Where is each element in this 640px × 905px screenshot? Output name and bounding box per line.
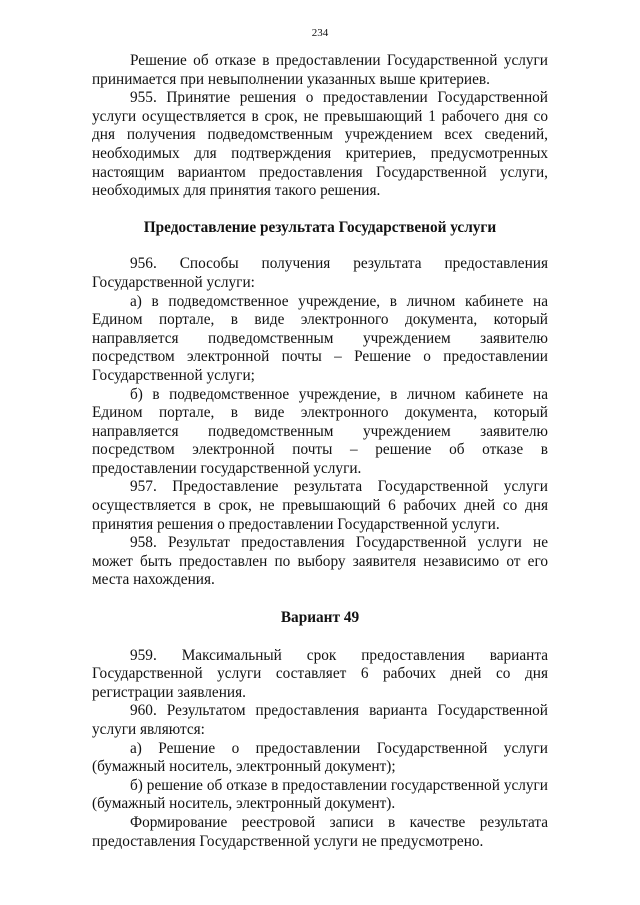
- document-page: [92, 26, 548, 851]
- paragraph-959: 959. Максимальный срок предоставления варианта Государственной услуги составляет 6 рабочих дней со дня регистрации заявления.: [92, 646, 548, 701]
- paragraph-957: 957. Предоставление результата Государственной услуги осуществляется в срок, не превышающий 6 рабочих дней со дня принятия решения о предоставлении Государственной услуги.: [92, 478, 548, 533]
- paragraph-955: 955. Принятие решения о предоставлении Государственной услуги осуществляется в срок, не превышающий 1 рабочего дня со дня получения подведомственным учреждением всех сведений, необходимых для подтверждения критериев, предусмотренных настоящим вариантом предоставления Государственной услуги, необходимых для принятия такого решения.: [92, 89, 548, 200]
- paragraph-956: 956. Способы получения результата предоставления Государственной услуги:: [92, 255, 548, 291]
- paragraph-956-a: а) в подведомственное учреждение, в личном кабинете на Едином портале, в виде электронного документа, который направляется подведомственным учреждением заявителю посредством электронной почты – Решение о предоставлении Государственной услуги;: [92, 292, 548, 384]
- page-number: 234: [311, 27, 329, 39]
- paragraph-960-a: а) Решение о предоставлении Государственной услуги (бумажный носитель, электронный документ);: [92, 739, 548, 776]
- paragraph-958: 958. Результат предоставления Государственной услуги не может быть предоставлен по выбору заявителя независимо от его места нахождения.: [92, 534, 548, 589]
- section-heading-result: Предоставление результата Государственой услуги: [143, 218, 497, 236]
- paragraph-registry-record: Формирование реестровой записи в качестве результата предоставления Государственной услуги не предусмотрено.: [92, 813, 548, 850]
- paragraph-960-b: б) решение об отказе в предоставлении государственной услуги (бумажный носитель, электронный документ).: [92, 776, 548, 813]
- variant-heading: Вариант 49: [280, 609, 360, 627]
- paragraph-refusal-criteria: Решение об отказе в предоставлении Государственной услуги принимается при невыполнении указанных выше критериев.: [92, 52, 548, 88]
- paragraph-956-b: б) в подведомственное учреждение, в личном кабинете на Едином портале, в виде электронного документа, который направляется подведомственным учреждением заявителю посредством электронной почты – решение об отказе в предоставлении государственной услуги.: [92, 385, 548, 477]
- paragraph-960: 960. Результатом предоставления варианта Государственной услуги являются:: [92, 702, 548, 738]
